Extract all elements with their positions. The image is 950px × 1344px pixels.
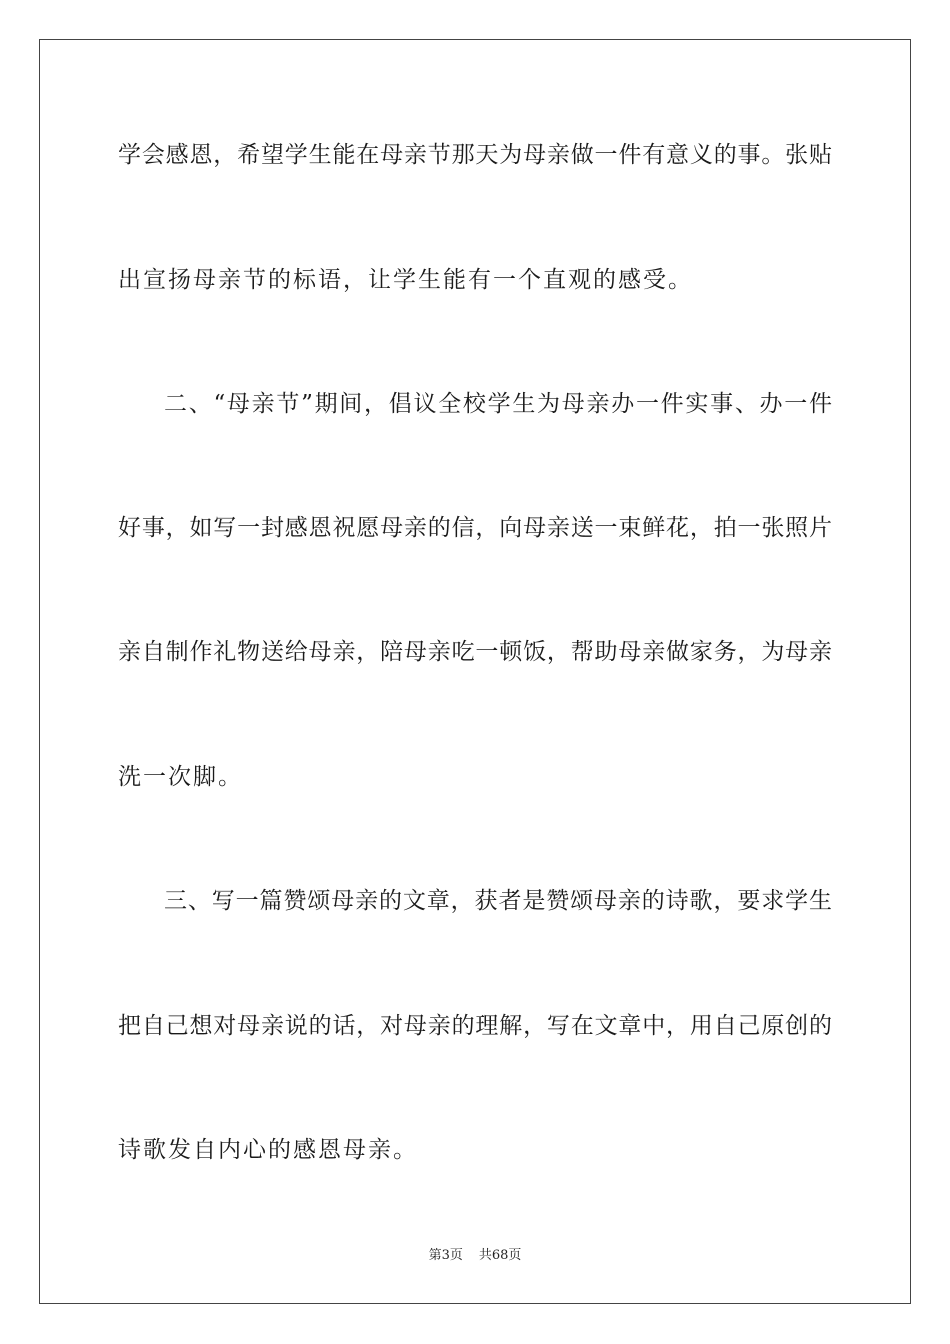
page-number: 第3页 [428, 1248, 463, 1263]
paragraph-three-line: 三、写一篇赞颂母亲的文章，获者是赞颂母亲的诗歌，要求学生 [164, 888, 832, 914]
text-line: 学会感恩，希望学生能在母亲节那天为母亲做一件有意义的事。张贴 [118, 142, 832, 168]
paragraph-two-line: 二、“母亲节”期间，倡议全校学生为母亲办一件实事、办一件 [164, 391, 832, 417]
text-line: 好事，如写一封感恩祝愿母亲的信，向母亲送一束鲜花，拍一张照片 [118, 515, 832, 541]
text-line: 出宣扬母亲节的标语，让学生能有一个直观的感受。 [118, 267, 693, 293]
page-total: 共68页 [478, 1248, 522, 1263]
text-line: 洗一次脚。 [118, 764, 243, 790]
text-line: 把自己想对母亲说的话，对母亲的理解，写在文章中，用自己原创的 [118, 1013, 832, 1039]
page-footer [0, 1246, 950, 1266]
page-border [39, 39, 911, 1304]
text-line: 亲自制作礼物送给母亲，陪母亲吃一顿饭，帮助母亲做家务，为母亲 [118, 639, 832, 665]
text-line: 诗歌发自内心的感恩母亲。 [118, 1137, 418, 1163]
